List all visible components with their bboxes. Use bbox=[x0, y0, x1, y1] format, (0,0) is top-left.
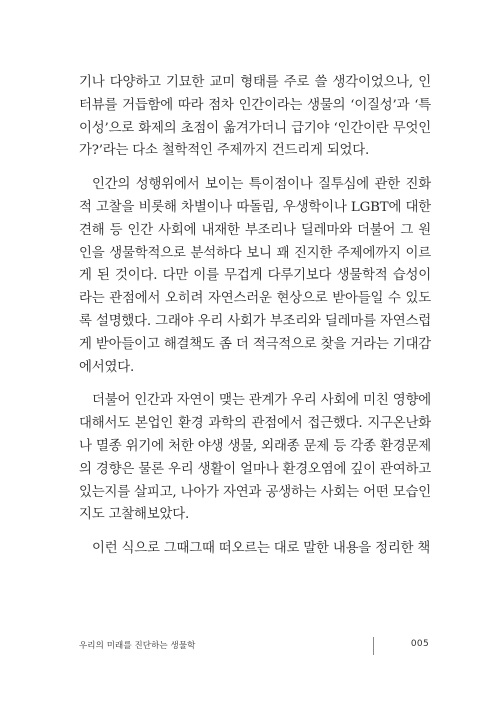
paragraph-1: 기나 다양하고 기묘한 교미 형태를 주로 쓸 생각이었으나, 인터뷰를 거듭함에 따라 점차 인간이라는 생물의 ‘이질성’과 ‘특이성’으로 화제의 초점이 옮겨가더니 급기야 ‘인간이란 무엇인가?’라는 다소 철학적인 주제까지 건드리게 되었다. bbox=[79, 75, 431, 159]
paragraph-3: 더불어 인간과 자연이 맺는 관계가 우리 사회에 미친 영향에 대해서도 본업인 환경 과학의 관점에서 접근했다. 지구온난화나 멸종 위기에 처한 야생 생물, 외래종 문제 등 각종 환경문제의 경향은 물론 우리 생활이 얼마나 환경오염에 깊이 관여하고 있는지를 살피고, 나아가 자연과 공생하는 사회는 어떤 모습인지도 고찰해보았다. bbox=[79, 393, 431, 523]
page-footer bbox=[79, 637, 431, 657]
running-title: 우리의 미래를 진단하는 생물학 bbox=[79, 641, 196, 651]
paragraph-2: 인간의 성행위에서 보이는 특이점이나 질투심에 관한 진화적 고찰을 비롯해 차별이나 따돌림, 우생학이나 LGBT에 대한 견해 등 인간 사회에 내재한 부조리나 딜레마와 더불어 그 원인을 생물학적으로 분석하다 보니 꽤 진지한 주제에까지 이르게 된 것이다. 다만 이를 무겁게 다루기보다 생물학적 습성이라는 관점에서 오히려 자연스러운 현상으로 받아들일 수 있도록 설명했다. 그래야 우리 사회가 부조리와 딜레마를 자연스럽게 받아들이고 해결책도 좀 더 적극적으로 찾을 거라는 기대감에서였다. bbox=[79, 177, 431, 375]
footer-divider bbox=[373, 637, 374, 655]
page-number: 005 bbox=[410, 639, 429, 649]
paragraph-4: 이런 식으로 그때그때 떠오르는 대로 말한 내용을 정리한 책 bbox=[92, 541, 431, 557]
body-text bbox=[79, 72, 431, 572]
